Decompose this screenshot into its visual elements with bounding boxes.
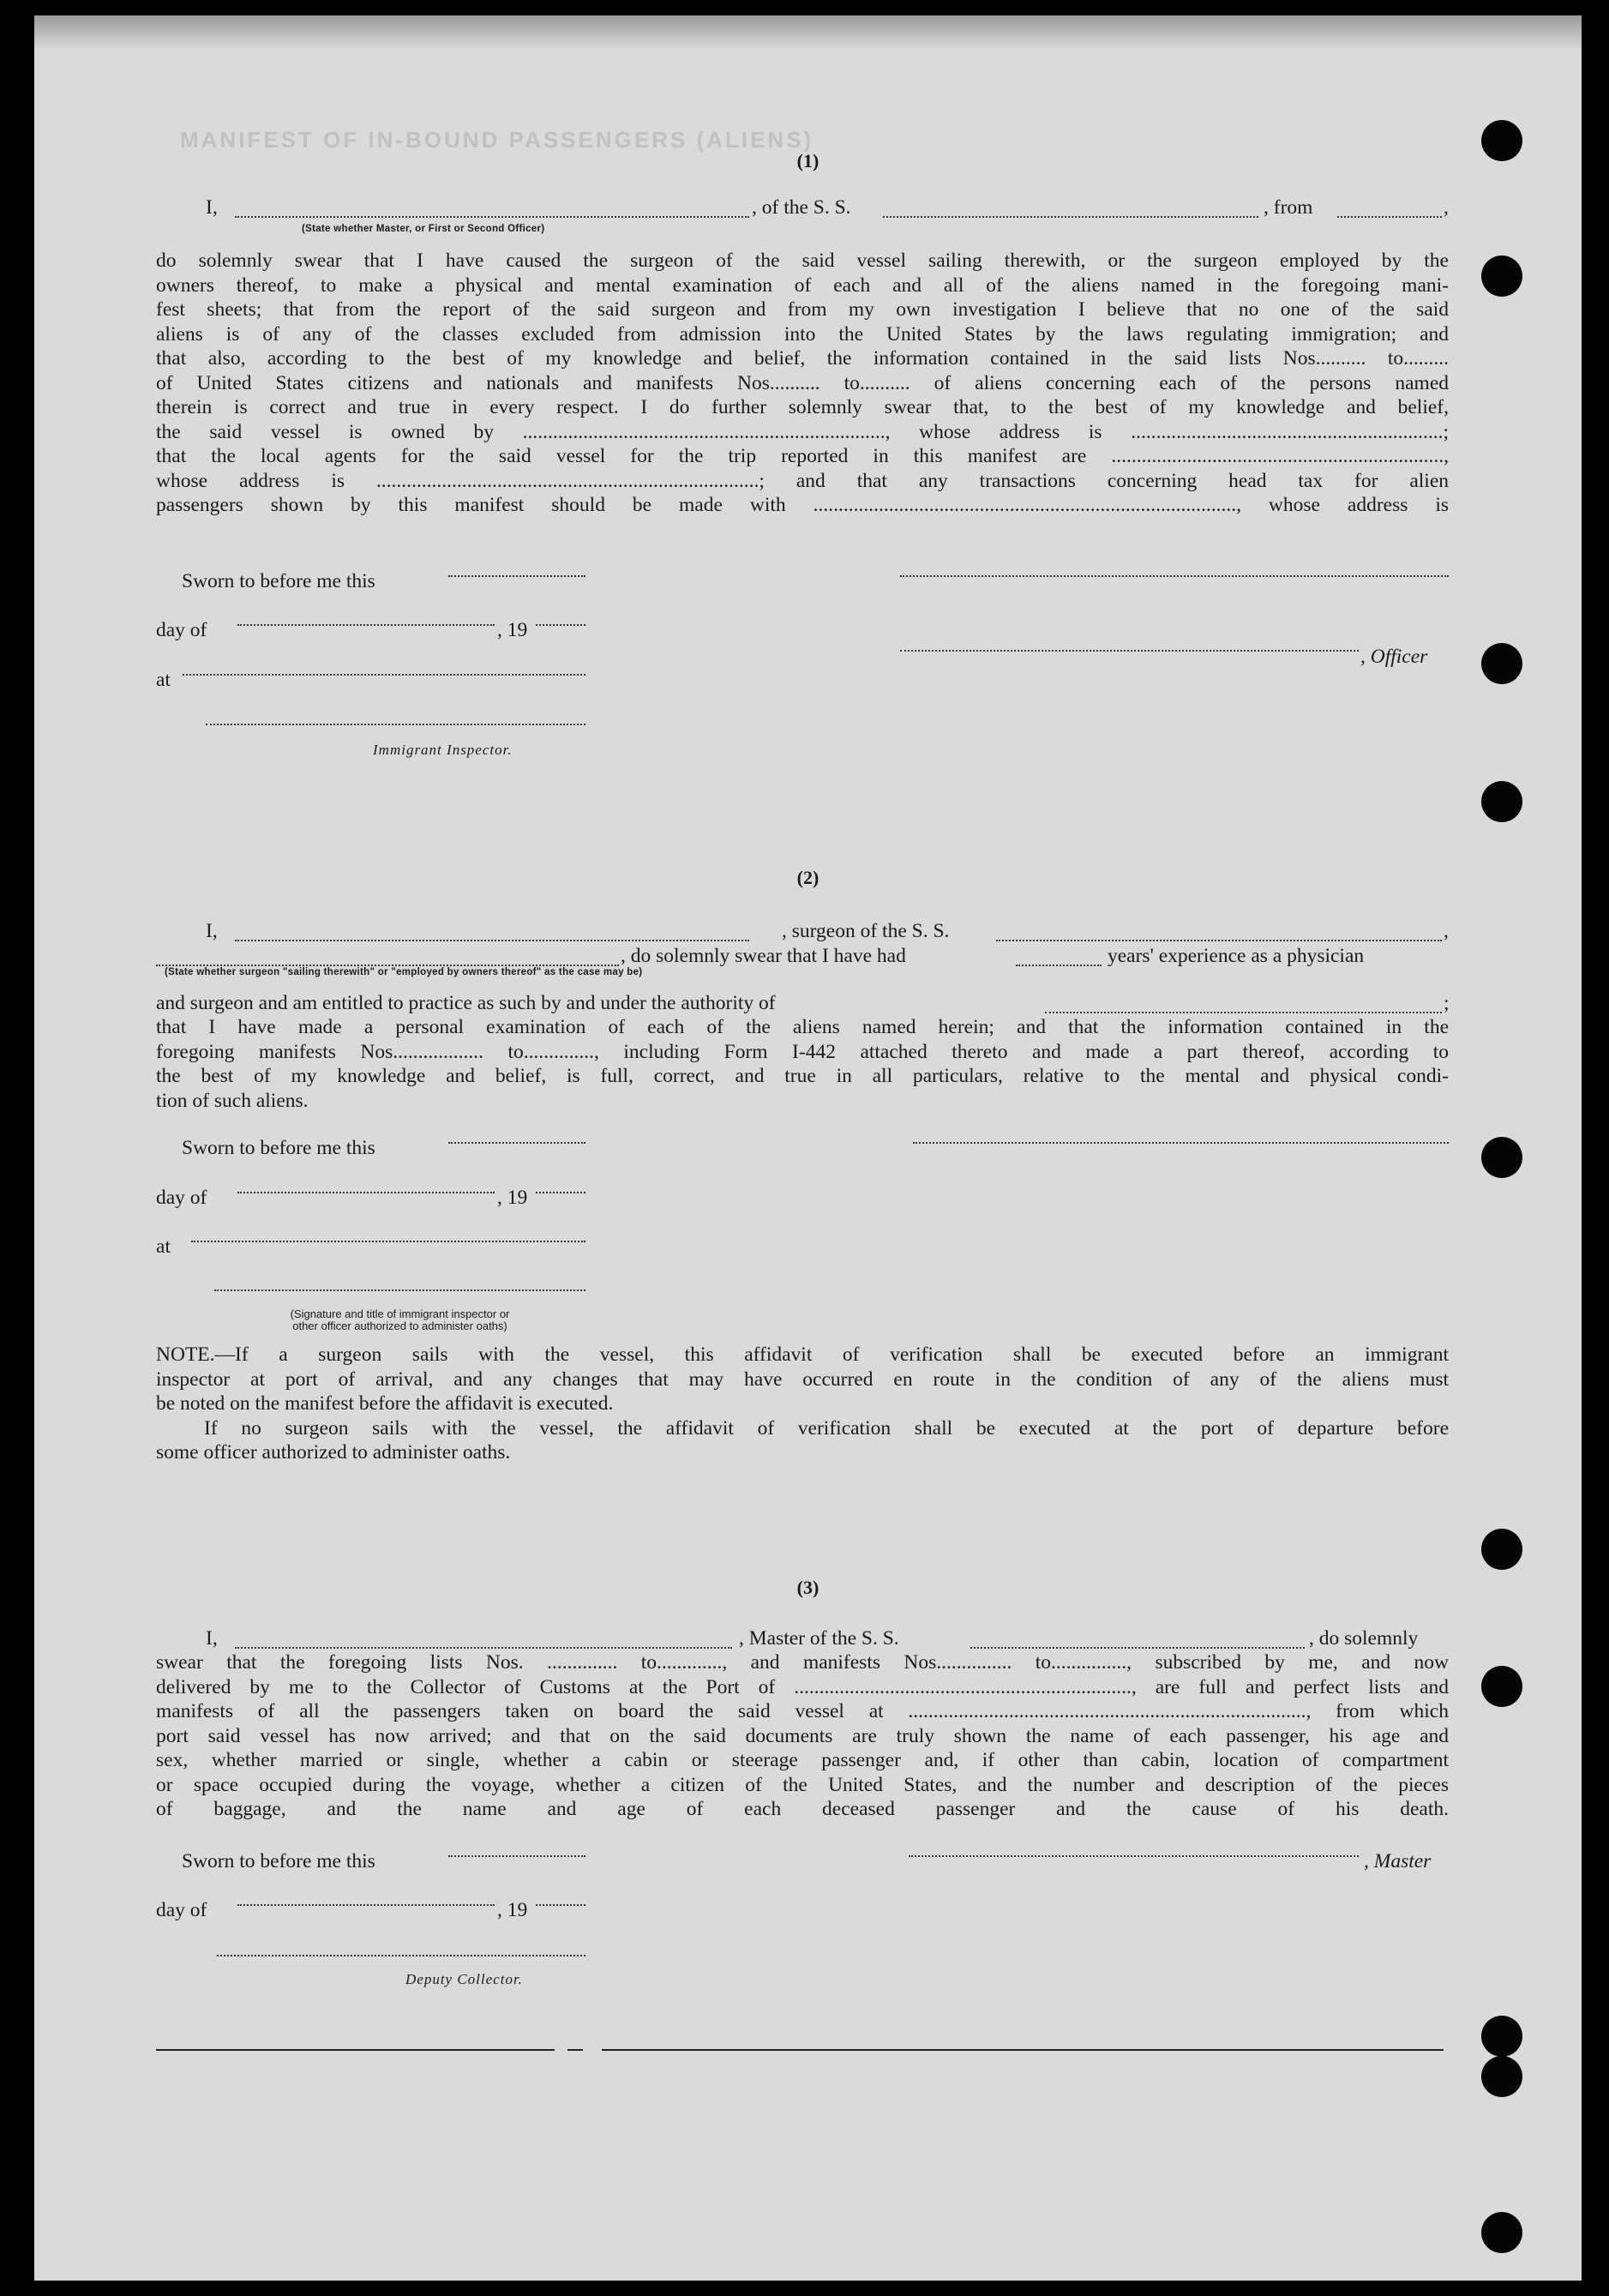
at-label: at bbox=[156, 1235, 171, 1258]
binder-hole-icon bbox=[1481, 2212, 1522, 2253]
bottom-rule-dash bbox=[567, 2049, 583, 2051]
officer-caption: , Officer bbox=[1360, 646, 1428, 668]
form-sheet: MANIFEST OF IN-BOUND PASSENGERS (ALIENS) (1) I, , of the S. S. , from , (State whether Master, or First or Second Officer) do solemnly swear that I have caused the surgeon of the said vessel sailing therewith, or the surgeon employed by the owners thereof, to make a physical and mental examination of each and all of the aliens named in the foregoing mani- fest sheets; that from the report of the said surgeon and from my own investigation I believe that no one of the said aliens is of any of the classes excluded from admission into the United States by the laws regulating immigration; and that also, according to the best of my knowledge and belief, the information contained in the said lists Nos.......... to......... of United States citizens and nationals and manifests Nos.......... to.......... of aliens concerning each of the persons named therein is correct and true in every respect. I do further solemnly swear that, to the best of my knowledge and belief, the said vessel is owned by ........................................................................, whose address is ..............................................................; that the local agents for the said vessel for the trip reported in this manifest are .................................................................., whose address is ............................................................................; and that any transactions concerning head tax for alien passengers shown by this manifest should be made with ...................................................................................., whose address is Sworn to before me this day of , 19 , Officer at Immigrant Inspector. (2) I, , surgeon of the S. S. , , do solemnly swear that I have had years' experience as a physician (State whether surgeon "sailing therewith" or "employed by owners thereof" as the case may be) and surgeon and am entitled to practice as such by and under the authority of ; that I have made a personal examination of each of the aliens named herein; and that the information contained in the foregoing manifests Nos.................. to.............., including Form I-442 attached thereto and made a part thereof, according to the best of my knowledge and belief, is full, correct, and true in all particulars, relative to the mental and physical condi- tion of such aliens. Sworn to before me this day of , 19 at (Signature and title of immigrant inspector or other officer authorized to administer oaths) NOTE.—If a surgeon sails with the vessel, this affidavit of verification shall be executed before an immigrant inspector at port of arrival, and any changes that may have occurred en route in the condition of any of the aliens must be noted on the manifest before the affidavit is executed. If no surgeon sails with the vessel, the affidavit of verification shall be executed at the port of departure before some officer authorized to administer oaths. (3) I, , Master of the S. S. , do solemnly swear that the foregoing lists Nos. .............. to............., and manifests Nos............... to..............., subscribed by me, and now delivered by me to the Collector of Customs at the Port of ..................................................................., are full and perfect lists and manifests of all the passengers taken on board the said vessel at ..............................................................................., from which port said vessel has now arrived; and that on the said documents are truly shown the name of each passenger, his age and sex, whether married or single, whether a cabin or steerage passenger and, if other than cabin, location of compartment or space occupied during the voyage, whether a citizen of the United States, and the number and description of the pieces of baggage, and the name and age of each deceased passenger and the cause of his death. Sworn to before me this , Master day of , 19 Deputy Collector. bbox=[34, 15, 1582, 2281]
section-2-paragraph: that I have made a personal examination of each of the aliens named herein; and that the information contained in the foregoing manifests Nos.................. to.............., including Form I-442 attached thereto and made a part thereof, according to the best of my knowledge and belief, is full, correct, and true in all particulars, relative to the mental and physical condi- tion of such aliens. bbox=[156, 1016, 1449, 1112]
sworn-date-blank[interactable] bbox=[448, 1855, 585, 1857]
inspector-signature-line[interactable] bbox=[214, 1289, 585, 1291]
sworn-label: Sworn to before me this bbox=[182, 1137, 375, 1159]
inspector-signature-line[interactable] bbox=[206, 724, 585, 725]
binder-hole-icon bbox=[1481, 781, 1522, 822]
officer-signature-line-2[interactable] bbox=[900, 650, 1359, 652]
master-name-blank[interactable] bbox=[235, 1630, 732, 1649]
inspector-signature-caption: (Signature and title of immigrant inspector or other officer authorized to administer oaths) bbox=[290, 1307, 510, 1332]
bleed-through-header: MANIFEST OF IN-BOUND PASSENGERS (ALIENS) bbox=[180, 127, 814, 153]
at-blank[interactable] bbox=[183, 674, 585, 676]
surgeon-signature-line[interactable] bbox=[913, 1142, 1449, 1144]
binder-hole-icon bbox=[1481, 255, 1522, 297]
section-3-number: (3) bbox=[796, 1577, 820, 1598]
sworn-date-blank[interactable] bbox=[448, 575, 585, 577]
master-name-blank[interactable] bbox=[235, 199, 749, 218]
years-experience-blank[interactable] bbox=[1016, 947, 1102, 966]
surgeon-capacity-blank[interactable] bbox=[156, 947, 619, 966]
ship-name-blank[interactable] bbox=[970, 1630, 1305, 1649]
note-paragraph: NOTE.—If a surgeon sails with the vessel, this affidavit of verification shall be executed before an immigrant inspector at port of arrival, and any changes that may have occurred en route in the condition of any of the aliens must be noted on the manifest before the affidavit is executed. If no surgeon sails with the vessel, the affidavit of verification shall be executed at the port of departure before some officer authorized to administer oaths. bbox=[156, 1343, 1449, 1464]
section-2-authority-line: and surgeon and am entitled to practice as such by and under the authority of ; bbox=[156, 992, 1450, 1014]
surgeon-capacity-note: (State whether surgeon "sailing therewith" or "employed by owners thereof" as the case may be) bbox=[165, 967, 643, 977]
at-blank[interactable] bbox=[191, 1241, 585, 1242]
binder-hole-icon bbox=[1481, 1137, 1522, 1178]
at-label: at bbox=[156, 669, 171, 691]
deputy-collector-signature-line[interactable] bbox=[217, 1955, 585, 1956]
inspector-caption: Immigrant Inspector. bbox=[373, 742, 513, 758]
section-2-second-line: , do solemnly swear that I have had years' experience as a physician bbox=[156, 944, 1449, 970]
departure-port-blank[interactable] bbox=[1337, 199, 1442, 218]
section-2-number: (2) bbox=[796, 867, 820, 888]
binder-hole-icon bbox=[1481, 643, 1522, 684]
surgeon-ship-blank[interactable] bbox=[996, 923, 1442, 941]
binder-hole-icon bbox=[1481, 2056, 1522, 2097]
officer-signature-line-1[interactable] bbox=[900, 575, 1449, 577]
master-caption: , Master bbox=[1364, 1850, 1432, 1872]
sworn-date-blank[interactable] bbox=[448, 1142, 585, 1144]
day-of-label: day of bbox=[156, 1899, 207, 1921]
binder-hole-icon bbox=[1481, 1666, 1522, 1707]
binder-hole-icon bbox=[1481, 1529, 1522, 1570]
day-of-blank[interactable] bbox=[237, 1192, 495, 1193]
sworn-label: Sworn to before me this bbox=[182, 570, 375, 592]
year-blank[interactable] bbox=[536, 1192, 585, 1193]
day-of-label: day of bbox=[156, 619, 207, 641]
binder-hole-icon bbox=[1481, 2016, 1522, 2057]
deputy-collector-caption: Deputy Collector. bbox=[405, 1971, 523, 1987]
sworn-label: Sworn to before me this bbox=[182, 1850, 375, 1872]
section-3-paragraph: swear that the foregoing lists Nos. .............. to............., and manifests Nos............... to..............., subscribed by me, and now delivered by me to the Collector of Customs at the Port of ..................................................................., are full and perfect lists and manifests of all the passengers taken on board the said vessel at ..............................................................................., from which port said vessel has now arrived; and that on the said documents are truly shown the name of each passenger, his age and sex, whether married or single, whether a cabin or steerage passenger and, if other than cabin, location of compartment or space occupied during the voyage, whether a citizen of the United States, and the number and description of the pieces of baggage, and the name and age of each deceased passenger and the cause of his death. bbox=[156, 1651, 1449, 1820]
bottom-rule-left bbox=[156, 2049, 555, 2051]
authority-blank[interactable] bbox=[1045, 995, 1442, 1013]
year-blank[interactable] bbox=[536, 624, 585, 626]
day-of-label: day of bbox=[156, 1187, 207, 1209]
section-2-first-line: I, , surgeon of the S. S. , bbox=[206, 920, 1449, 942]
day-of-blank[interactable] bbox=[237, 624, 495, 626]
ship-name-blank[interactable] bbox=[883, 199, 1258, 218]
bottom-rule-right bbox=[602, 2049, 1444, 2051]
section-1-paragraph: do solemnly swear that I have caused the surgeon of the said vessel sailing therewith, or the surgeon employed by the owners thereof, to make a physical and mental examination of each and all of the aliens named in the foregoing mani- fest sheets; that from the report of the said surgeon and from my own investigation I believe that no one of the said aliens is of any of the classes excluded from admission into the United States by the laws regulating immigration; and that also, according to the best of my knowledge and belief, the information contained in the said lists Nos.......... to......... of United States citizens and nationals and manifests Nos.......... to.......... of aliens concerning each of the persons named therein is correct and true in every respect. I do further solemnly swear that, to the best of my knowledge and belief, the said vessel is owned by ........................................................................, whose address is ..............................................................; that the local agents for the said vessel for the trip reported in this manifest are .................................................................., whose address is ............................................................................; and that any transactions concerning head tax for alien passengers shown by this manifest should be made with ...................................................................................., whose address is bbox=[156, 249, 1449, 516]
surgeon-name-blank[interactable] bbox=[235, 923, 749, 941]
master-signature-line[interactable] bbox=[909, 1855, 1359, 1857]
day-of-blank[interactable] bbox=[237, 1904, 495, 1906]
section-1-number: (1) bbox=[796, 150, 820, 171]
master-capacity-note: (State whether Master, or First or Second Officer) bbox=[302, 224, 545, 234]
year-blank[interactable] bbox=[536, 1904, 585, 1906]
section-3-first-line: I, , Master of the S. S. , do solemnly bbox=[206, 1627, 1419, 1650]
